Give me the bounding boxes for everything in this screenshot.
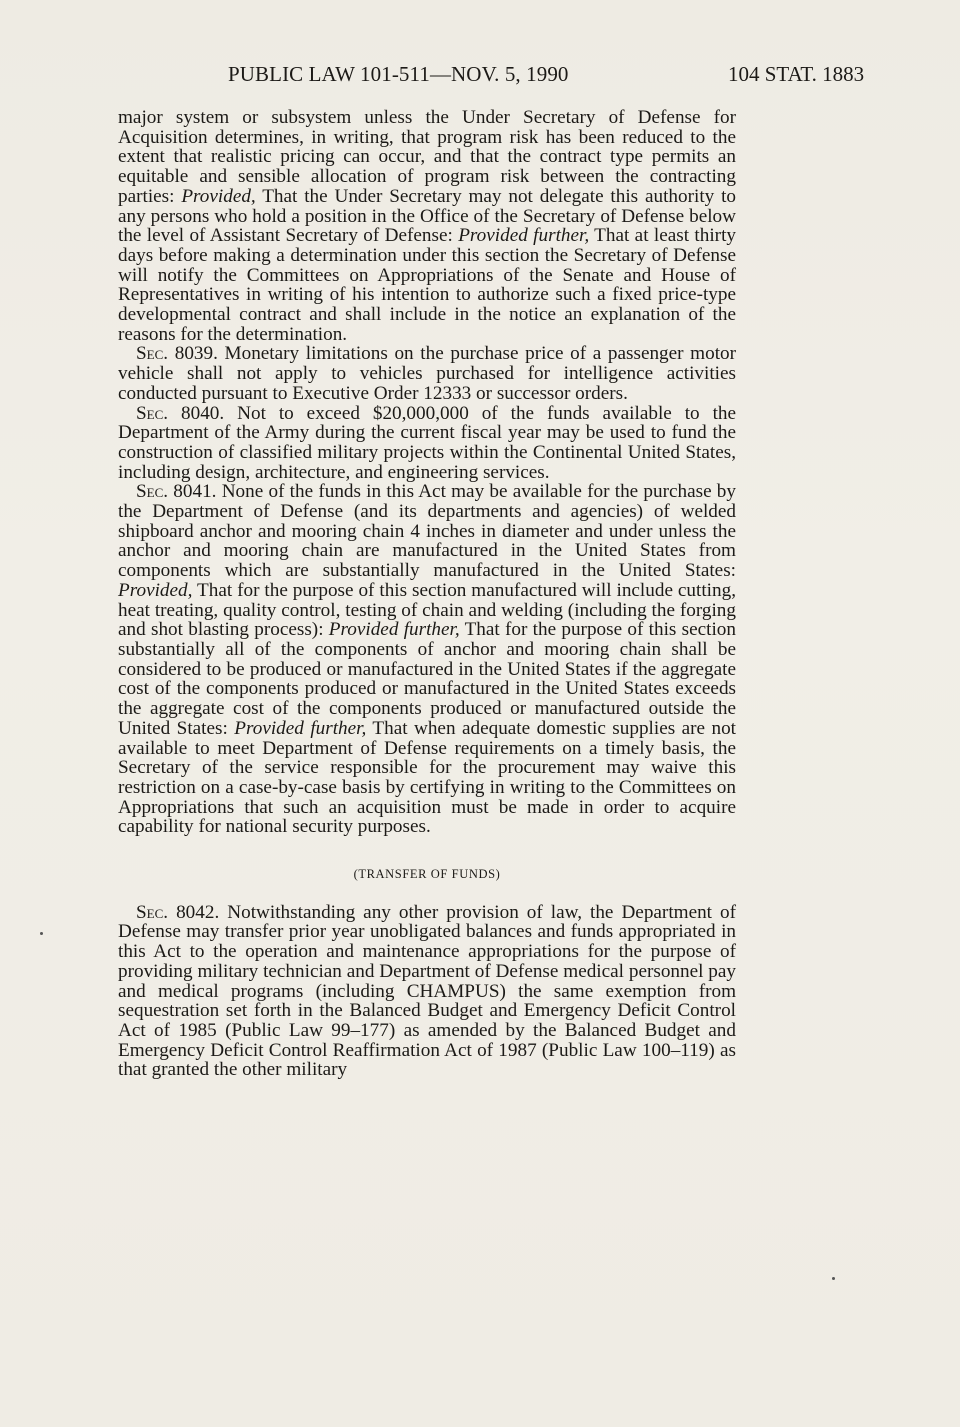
italic-proviso: Provided further, xyxy=(328,619,460,641)
section-number: 8039. xyxy=(168,343,218,365)
scan-speck xyxy=(40,932,43,935)
section-text: Monetary limitations on the purchase price of a passenger motor vehicle shall not apply to vehicles purchased for intelligence activities conducted pursuant to Executive Order 12333 or successor orders. xyxy=(118,343,737,404)
section-label: Sec. xyxy=(136,402,169,424)
section-text: That for the purpose of this section substantially all of the components of anchor and mooring chain shall be considered to be produced or manufactured in the United States if the aggregate cost of the components produced or manufactured in the United States exceeds the aggregate cost of the components produced or manufactured outside the United States: xyxy=(118,619,736,739)
section-text: That when adequate domestic supplies are not available to meet Department of Defense requirements on a timely basis, the Secretary of the service responsible for the procurement may waive this restriction on a case-by-case basis by certifying in writing to the Committees on Appropriations that such an acquisition must be made in order to acquire capability for national security purposes. xyxy=(118,717,736,838)
section-label: Sec. xyxy=(136,481,169,503)
italic-proviso: Provided further, xyxy=(458,225,590,247)
running-header xyxy=(0,62,960,90)
section-text: None of the funds in this Act may be available for the purchase by the Department of Defense (and its departments and agencies) of welded shipboard anchor and mooring chain 4 inches in diameter and under unless the anchor and mooring chain are manufactured in the United States from components which are substantially manufactured in the United States: xyxy=(118,481,736,582)
section-8040 xyxy=(118,404,736,483)
italic-proviso: Provided, xyxy=(181,185,256,207)
body-text xyxy=(118,108,736,1080)
italic-proviso: Provided further, xyxy=(234,717,367,739)
italic-proviso: Provided, xyxy=(118,579,193,601)
section-8041 xyxy=(118,482,736,837)
scan-speck xyxy=(832,1277,835,1280)
section-8039 xyxy=(118,344,736,403)
text-run: major system or subsystem unless the Under Secretary of Defense for Acquisition determines, in writing, that program risk has been reduced to the extent that realistic pricing can occur, and that the contract type permits an equitable and sensible allocation of program risk between the contracting parties: xyxy=(118,107,736,207)
paragraph-continuation xyxy=(118,108,736,344)
section-label: Sec. xyxy=(136,901,169,923)
section-text: Notwithstanding any other provision of law, the Department of Defense may transfer prior year unobligated balances and funds appropriated in this Act to the operation and maintenance appropriations for the purpose of providing military technician and Department of Defense medical personnel pay and medical programs (including CHAMPUS) the same exemption from sequestration set forth in the Balanced Budget and Emergency Deficit Control Act of 1985 (Public Law 99–177) as amended by the Balanced Budget and Emergency Deficit Control Reaffirmation Act of 1987 (Public Law 100–119) as that granted the other military xyxy=(118,901,736,1081)
header-stat-page: 104 STAT. 1883 xyxy=(728,62,865,86)
section-text: Not to exceed $20,000,000 of the funds available to the Department of the Army during the current fiscal year may be used to fund the construction of classified military projects within the Continental United States, including design, architecture, and engineering services. xyxy=(118,402,737,483)
section-number: 8042. xyxy=(168,901,220,923)
section-number: 8040. xyxy=(168,402,225,424)
section-number: 8041. xyxy=(168,481,217,503)
section-text: That for the purpose of this section manufactured will include cutting, heat treating, quality control, testing of chain and welding (including the forging and shot blasting process): xyxy=(118,579,736,641)
section-label: Sec. xyxy=(136,343,169,365)
section-8042 xyxy=(118,903,736,1080)
section-heading-transfer-of-funds: (TRANSFER OF FUNDS) xyxy=(353,867,501,882)
text-run: That at least thirty days before making a determination under this section the Secretary of Defense will notify the Committees on Appropriations of the Senate and House of Representatives in writing of his intention to authorize such a fixed price-type developmental contract and shall include in the notice an explanation of the reasons for the determination. xyxy=(118,225,736,345)
text-run: That the Under Secretary may not delegate this authority to any persons who hold a position in the Office of the Secretary of Defense below the level of Assistant Secretary of Defense: xyxy=(118,185,736,247)
header-title: PUBLIC LAW 101-511—NOV. 5, 1990 xyxy=(228,62,569,86)
